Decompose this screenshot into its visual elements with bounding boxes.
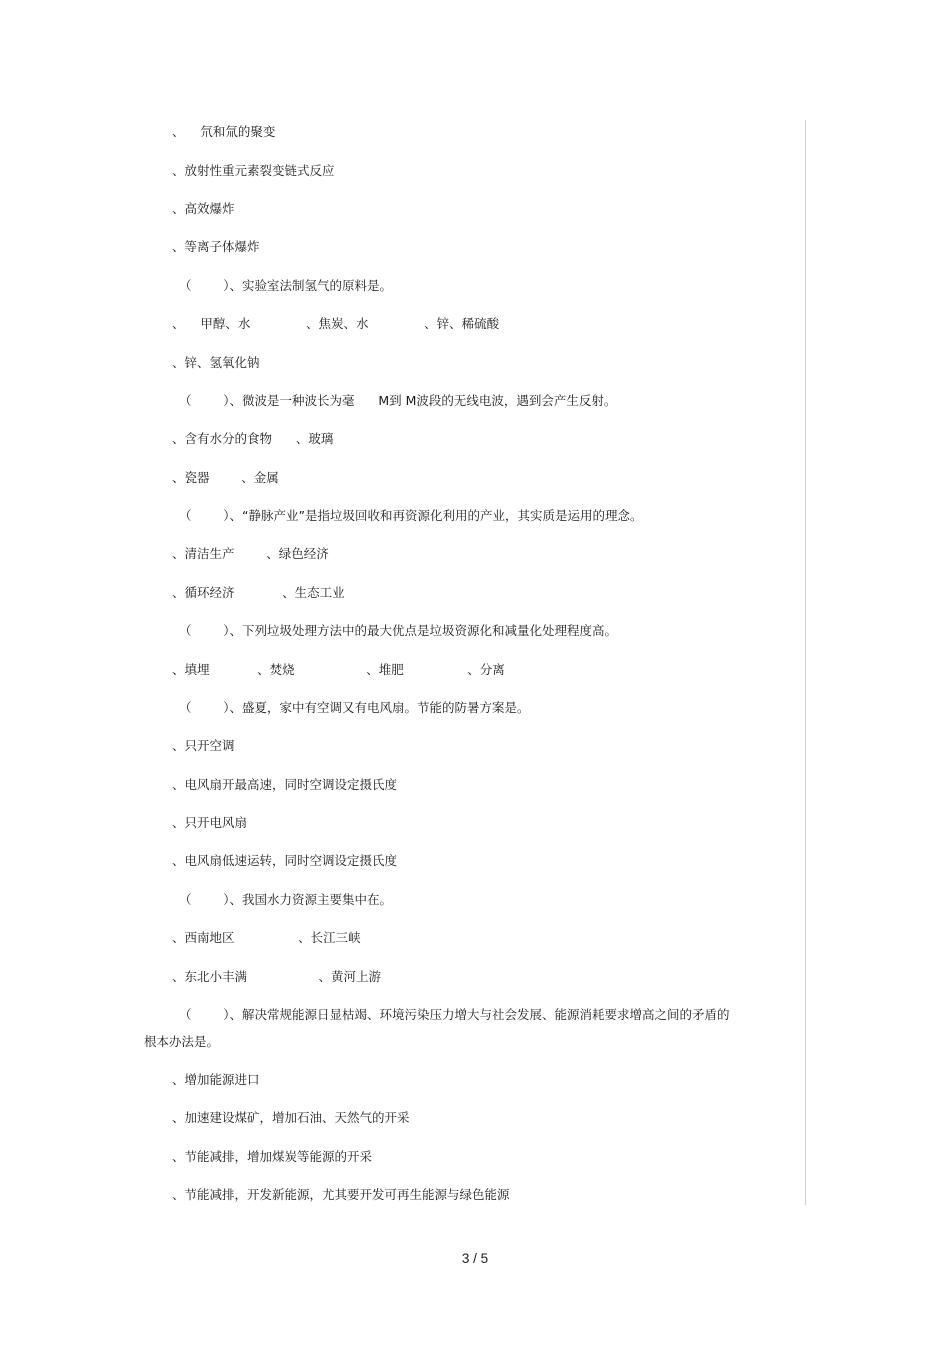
text-line: 、高效爆炸 — [172, 201, 235, 216]
text-line: 、电风扇低速运转，同时空调设定摄氏度 — [172, 853, 398, 868]
text-line: 、放射性重元素裂变链式反应 — [172, 163, 335, 178]
text-line: 、 氘和氚的聚变 — [172, 124, 276, 139]
question-line: （ ）、“静脉产业”是指垃圾回收和再资源化利用的产业，其实质是运用的理念。 — [179, 508, 643, 523]
question-line: （ ）、实验室法制氢气的原料是。 — [179, 278, 393, 293]
text-line: 、增加能源进口 — [172, 1072, 260, 1087]
text-line: 、填埋 、焚烧 、堆肥 、分离 — [172, 662, 505, 677]
text-line: 、清洁生产 、绿色经济 — [172, 546, 329, 561]
page-number: 3 / 5 — [461, 1251, 489, 1266]
text-line: 、瓷器 、金属 — [172, 470, 279, 485]
question-line: （ ）、微波是一种波长为毫 M到 M波段的无线电波，遇到会产生反射。 — [179, 393, 617, 408]
text-line: 、等离子体爆炸 — [172, 239, 260, 254]
question-line: （ ）、盛夏，家中有空调又有电风扇。节能的防暑方案是。 — [179, 700, 530, 715]
text-line: 、含有水分的食物 、玻璃 — [172, 431, 334, 446]
text-line: 、只开电风扇 — [172, 815, 248, 830]
question-line: （ ）、我国水力资源主要集中在。 — [179, 892, 393, 907]
right-margin-rule — [805, 120, 806, 1205]
question-line: （ ）、解决常规能源日显枯竭、环境污染压力增大与社会发展、能源消耗要求增高之间的矛盾的 — [179, 1007, 730, 1022]
text-line: 、西南地区 、长江三峡 — [172, 930, 361, 945]
question-line: （ ）、下列垃圾处理方法中的最大优点是垃圾资源化和减量化处理程度高。 — [179, 623, 618, 638]
text-line: 根本办法是。 — [144, 1034, 220, 1049]
text-line: 、节能减排，开发新能源，尤其要开发可再生能源与绿色能源 — [172, 1187, 510, 1202]
text-line: 、加速建设煤矿，增加石油、天然气的开采 — [172, 1110, 410, 1125]
text-line: 、只开空调 — [172, 738, 235, 753]
text-line: 、电风扇开最高速，同时空调设定摄氏度 — [172, 777, 398, 792]
text-line: 、锌、氢氧化钠 — [172, 355, 260, 370]
text-line: 、 甲醇、水 、焦炭、水 、锌、稀硫酸 — [172, 316, 500, 331]
text-line: 、循环经济 、生态工业 — [172, 585, 345, 600]
text-line: 、节能减排，增加煤炭等能源的开采 — [172, 1149, 373, 1164]
text-line: 、东北小丰满 、黄河上游 — [172, 969, 382, 984]
